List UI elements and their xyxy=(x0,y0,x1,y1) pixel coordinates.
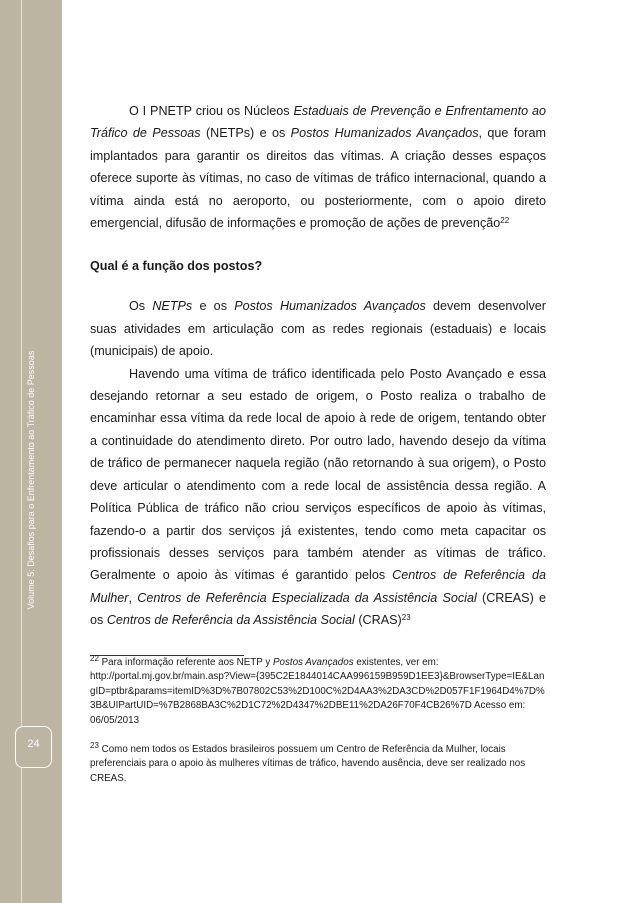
footnote-22: $^{22}$ Para informação referente aos NETP y Postos Avançados existentes, ver em: http://portal.mj.gov.br/main.asp?View={395C2E1844014CAA996159B959D1EE3}&BrowserType=IE&LangID=ptbr&params=itemID%3D%7B07802C53%2D100C%2D4AA3%2DA3CD%2D057F1F1964D4%7D%3B&UIPartUID=%7B2868BA3C%2D1C72%2D4347%2DBE11%2DA26F70F4CB26%7D Acesso em: 06/05/2013 xyxy=(90,653,545,726)
footnote-ref-23: 23 xyxy=(401,613,411,623)
paragraph-atendimento: Havendo uma vítima de tráfico identificada pelo Posto Avançado e essa desejando retornar a seu estado de origem, o Posto realiza o trabalho de encaminhar essa vítima da rede local de apoio à rede de origem, tentando obter a continuidade do atendimento direto. Por outro lado, havendo desejo da vítima de tráfico de permanecer naquela região (não retornando à sua origem), o Posto deve articular o atendimento com a rede local de assistência dessa região. A Política Pública de tráfico não criou serviços específicos de apoio às vítimas, fazendo-o a partir dos serviços já existentes, tendo como meta capacitar os profissionais desses serviços para também atender as vítimas de tráfico. Geralmente o apoio às vítimas é garantido pelos Centros de Referência da Mulher, Centros de Referência Especializada da Assistência Social (CREAS) e os Centros de Referência da Assistência Social (CRAS)$^{23}$ xyxy=(90,366,547,628)
paragraph-netps: O I PNETP criou os Núcleos Estaduais de Prevenção e Enfrentamento ao Tráfico de Pessoas (NETPs) e os Postos Humanizados Avançados, que foram implantados para garantir os direitos das vítimas. A criação desses espaços oferece suporte às vítimas, no caso de vítimas de tráfico internacional, quando a vítima ainda está no aeroporto, ou posteriormente, com o apoio direto emergencial, difusão de informações e promoção de ações de prevenção$^{22}$ xyxy=(90,104,546,231)
footnote-23: $^{23}$ Como nem todos os Estados brasileiros possuem um Centro de Referência da Mulher, locais preferenciais para o apoio às mulheres vítimas de tráfico, havendo ausência, deve ser realizado nos CREAS. xyxy=(90,740,526,784)
footnote-link[interactable]: http://portal.mj.gov.br/main.asp?View={395C2E1844014CAA996159B959D1EE3}&BrowserType=IE&LangID=ptbr&params=itemID%3D%7B07802C53%2D100C%2D4AA3%2DA3CD%2D057F1F1964D4%7D%3B&UIPartUID=%7B2868BA3C%2D1C72%2D4347%2DBE11%2DA26F70F4CB26%7D xyxy=(90,671,545,712)
page-number: 24 xyxy=(15,726,52,768)
sidebar xyxy=(0,0,62,903)
section-heading: Qual é a função dos postos? xyxy=(90,259,263,274)
volume-label: Volume 5: Desafios para o Enfrentamento ao Tráfico de Pessoas xyxy=(26,350,36,610)
page-body xyxy=(90,100,546,786)
footnote-ref-22: 22 xyxy=(500,216,510,226)
paragraph-articulacao: Os NETPs e os Postos Humanizados Avançados devem desenvolver suas atividades em articulação com as redes regionais (estaduais) e locais (municipais) de apoio. xyxy=(90,299,546,359)
